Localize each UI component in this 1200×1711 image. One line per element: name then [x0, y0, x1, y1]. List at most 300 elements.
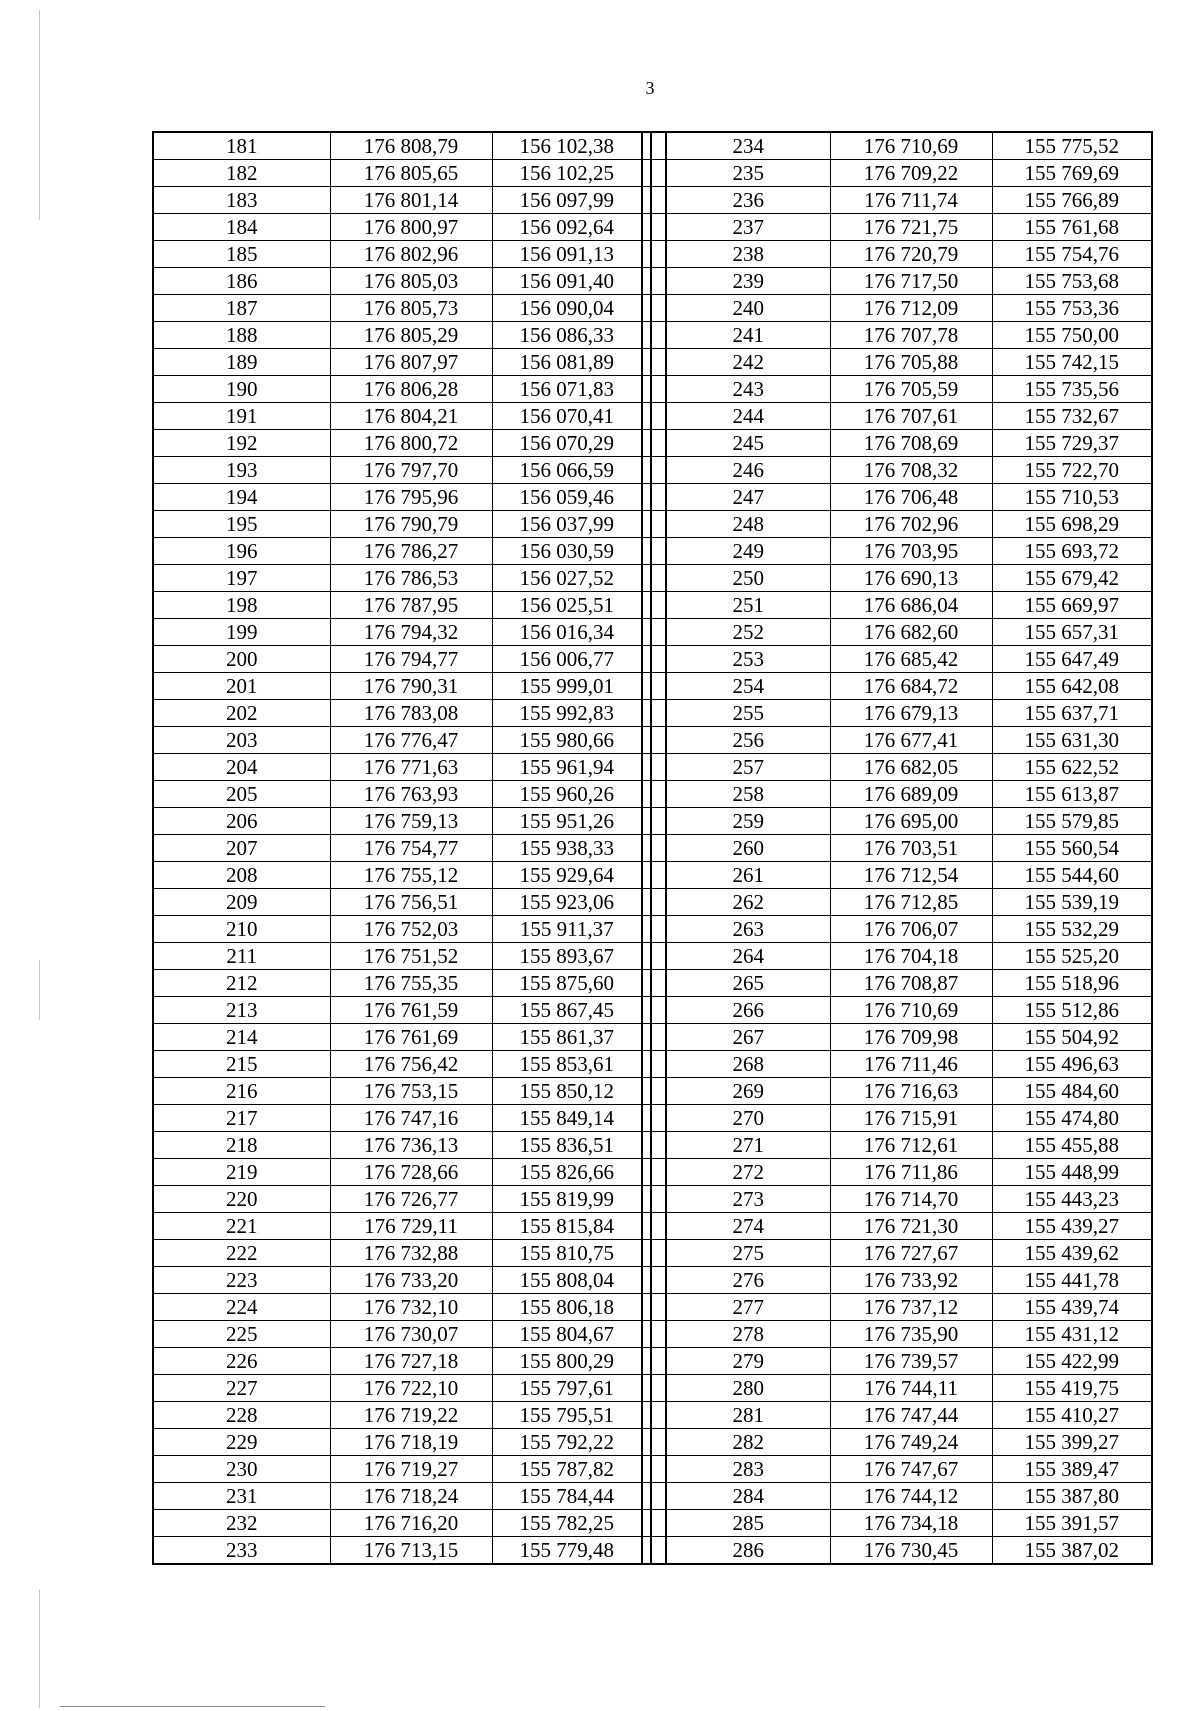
- point-number-cell: 243: [666, 376, 830, 403]
- column-separator: [642, 1159, 666, 1186]
- column-separator: [642, 862, 666, 889]
- point-number-cell: 240: [666, 295, 830, 322]
- y-coordinate-cell: 155 732,67: [992, 403, 1152, 430]
- table-row: [153, 241, 1152, 268]
- y-coordinate-cell: 155 787,82: [492, 1456, 642, 1483]
- y-coordinate-cell: 155 875,60: [492, 970, 642, 997]
- point-number-cell: 204: [153, 754, 330, 781]
- point-number-cell: 277: [666, 1294, 830, 1321]
- point-number-cell: 212: [153, 970, 330, 997]
- y-coordinate-cell: 155 775,52: [992, 132, 1152, 160]
- column-separator: [642, 1213, 666, 1240]
- x-coordinate-cell: 176 705,88: [830, 349, 992, 376]
- table-row: [153, 403, 1152, 430]
- table-row: [153, 322, 1152, 349]
- table-row: [153, 916, 1152, 943]
- table-row: [153, 781, 1152, 808]
- x-coordinate-cell: 176 708,87: [830, 970, 992, 997]
- table-row: [153, 1510, 1152, 1537]
- y-coordinate-cell: 155 797,61: [492, 1375, 642, 1402]
- y-coordinate-cell: 155 669,97: [992, 592, 1152, 619]
- point-number-cell: 267: [666, 1024, 830, 1051]
- column-separator: [642, 430, 666, 457]
- x-coordinate-cell: 176 709,22: [830, 160, 992, 187]
- table-row: [153, 511, 1152, 538]
- table-row: [153, 565, 1152, 592]
- column-separator: [642, 754, 666, 781]
- y-coordinate-cell: 155 980,66: [492, 727, 642, 754]
- point-number-cell: 244: [666, 403, 830, 430]
- x-coordinate-cell: 176 695,00: [830, 808, 992, 835]
- x-coordinate-cell: 176 704,18: [830, 943, 992, 970]
- y-coordinate-cell: 155 815,84: [492, 1213, 642, 1240]
- point-number-cell: 279: [666, 1348, 830, 1375]
- x-coordinate-cell: 176 732,10: [330, 1294, 492, 1321]
- table-row: [153, 295, 1152, 322]
- point-number-cell: 251: [666, 592, 830, 619]
- y-coordinate-cell: 155 579,85: [992, 808, 1152, 835]
- point-number-cell: 281: [666, 1402, 830, 1429]
- point-number-cell: 238: [666, 241, 830, 268]
- point-number-cell: 226: [153, 1348, 330, 1375]
- x-coordinate-cell: 176 708,69: [830, 430, 992, 457]
- point-number-cell: 230: [153, 1456, 330, 1483]
- x-coordinate-cell: 176 727,18: [330, 1348, 492, 1375]
- column-separator: [642, 1132, 666, 1159]
- y-coordinate-cell: 155 938,33: [492, 835, 642, 862]
- x-coordinate-cell: 176 690,13: [830, 565, 992, 592]
- point-number-cell: 184: [153, 214, 330, 241]
- column-separator: [642, 322, 666, 349]
- y-coordinate-cell: 155 804,67: [492, 1321, 642, 1348]
- x-coordinate-cell: 176 786,53: [330, 565, 492, 592]
- point-number-cell: 209: [153, 889, 330, 916]
- table-row: [153, 1078, 1152, 1105]
- table-row: [153, 132, 1152, 160]
- y-coordinate-cell: 155 766,89: [992, 187, 1152, 214]
- column-separator: [642, 295, 666, 322]
- table-row: [153, 214, 1152, 241]
- x-coordinate-cell: 176 677,41: [830, 727, 992, 754]
- y-coordinate-cell: 155 867,45: [492, 997, 642, 1024]
- column-separator: [642, 781, 666, 808]
- table-row: [153, 862, 1152, 889]
- column-separator: [642, 1510, 666, 1537]
- column-separator: [642, 1186, 666, 1213]
- y-coordinate-cell: 155 422,99: [992, 1348, 1152, 1375]
- point-number-cell: 271: [666, 1132, 830, 1159]
- y-coordinate-cell: 155 560,54: [992, 835, 1152, 862]
- y-coordinate-cell: 155 387,02: [992, 1537, 1152, 1565]
- point-number-cell: 237: [666, 214, 830, 241]
- point-number-cell: 266: [666, 997, 830, 1024]
- y-coordinate-cell: 155 779,48: [492, 1537, 642, 1565]
- point-number-cell: 210: [153, 916, 330, 943]
- y-coordinate-cell: 155 441,78: [992, 1267, 1152, 1294]
- x-coordinate-cell: 176 717,50: [830, 268, 992, 295]
- x-coordinate-cell: 176 730,45: [830, 1537, 992, 1565]
- x-coordinate-cell: 176 736,13: [330, 1132, 492, 1159]
- y-coordinate-cell: 155 647,49: [992, 646, 1152, 673]
- point-number-cell: 193: [153, 457, 330, 484]
- y-coordinate-cell: 155 808,04: [492, 1267, 642, 1294]
- point-number-cell: 269: [666, 1078, 830, 1105]
- point-number-cell: 198: [153, 592, 330, 619]
- x-coordinate-cell: 176 761,59: [330, 997, 492, 1024]
- x-coordinate-cell: 176 790,31: [330, 673, 492, 700]
- table-row: [153, 1159, 1152, 1186]
- point-number-cell: 224: [153, 1294, 330, 1321]
- point-number-cell: 208: [153, 862, 330, 889]
- y-coordinate-cell: 155 518,96: [992, 970, 1152, 997]
- column-separator: [642, 1456, 666, 1483]
- point-number-cell: 211: [153, 943, 330, 970]
- x-coordinate-cell: 176 714,70: [830, 1186, 992, 1213]
- y-coordinate-cell: 155 448,99: [992, 1159, 1152, 1186]
- column-separator: [642, 1240, 666, 1267]
- x-coordinate-cell: 176 747,16: [330, 1105, 492, 1132]
- point-number-cell: 246: [666, 457, 830, 484]
- point-number-cell: 188: [153, 322, 330, 349]
- x-coordinate-cell: 176 710,69: [830, 132, 992, 160]
- column-separator: [642, 1348, 666, 1375]
- x-coordinate-cell: 176 787,95: [330, 592, 492, 619]
- table-row: [153, 808, 1152, 835]
- x-coordinate-cell: 176 802,96: [330, 241, 492, 268]
- table-row: [153, 700, 1152, 727]
- x-coordinate-cell: 176 805,29: [330, 322, 492, 349]
- table-row: [153, 484, 1152, 511]
- x-coordinate-cell: 176 713,15: [330, 1537, 492, 1565]
- column-separator: [642, 943, 666, 970]
- x-coordinate-cell: 176 712,09: [830, 295, 992, 322]
- x-coordinate-cell: 176 705,59: [830, 376, 992, 403]
- table-row: [153, 1213, 1152, 1240]
- column-separator: [642, 646, 666, 673]
- point-number-cell: 218: [153, 1132, 330, 1159]
- y-coordinate-cell: 156 027,52: [492, 565, 642, 592]
- table-row: [153, 457, 1152, 484]
- point-number-cell: 222: [153, 1240, 330, 1267]
- point-number-cell: 181: [153, 132, 330, 160]
- point-number-cell: 260: [666, 835, 830, 862]
- y-coordinate-cell: 156 006,77: [492, 646, 642, 673]
- column-separator: [642, 511, 666, 538]
- x-coordinate-cell: 176 751,52: [330, 943, 492, 970]
- y-coordinate-cell: 156 059,46: [492, 484, 642, 511]
- point-number-cell: 262: [666, 889, 830, 916]
- point-number-cell: 235: [666, 160, 830, 187]
- point-number-cell: 239: [666, 268, 830, 295]
- point-number-cell: 258: [666, 781, 830, 808]
- point-number-cell: 195: [153, 511, 330, 538]
- point-number-cell: 259: [666, 808, 830, 835]
- x-coordinate-cell: 176 716,63: [830, 1078, 992, 1105]
- column-separator: [642, 403, 666, 430]
- table-row: [153, 1375, 1152, 1402]
- x-coordinate-cell: 176 715,91: [830, 1105, 992, 1132]
- x-coordinate-cell: 176 804,21: [330, 403, 492, 430]
- x-coordinate-cell: 176 706,48: [830, 484, 992, 511]
- point-number-cell: 192: [153, 430, 330, 457]
- x-coordinate-cell: 176 763,93: [330, 781, 492, 808]
- point-number-cell: 242: [666, 349, 830, 376]
- point-number-cell: 200: [153, 646, 330, 673]
- point-number-cell: 278: [666, 1321, 830, 1348]
- y-coordinate-cell: 155 850,12: [492, 1078, 642, 1105]
- page-number: 3: [645, 78, 655, 98]
- point-number-cell: 256: [666, 727, 830, 754]
- column-separator: [642, 970, 666, 997]
- y-coordinate-cell: 155 496,63: [992, 1051, 1152, 1078]
- column-separator: [642, 1483, 666, 1510]
- y-coordinate-cell: 155 637,71: [992, 700, 1152, 727]
- point-number-cell: 284: [666, 1483, 830, 1510]
- y-coordinate-cell: 155 992,83: [492, 700, 642, 727]
- point-number-cell: 229: [153, 1429, 330, 1456]
- point-number-cell: 201: [153, 673, 330, 700]
- column-separator: [642, 457, 666, 484]
- point-number-cell: 189: [153, 349, 330, 376]
- y-coordinate-cell: 155 795,51: [492, 1402, 642, 1429]
- point-number-cell: 199: [153, 619, 330, 646]
- table-row: [153, 997, 1152, 1024]
- x-coordinate-cell: 176 805,03: [330, 268, 492, 295]
- y-coordinate-cell: 155 504,92: [992, 1024, 1152, 1051]
- x-coordinate-cell: 176 756,51: [330, 889, 492, 916]
- y-coordinate-cell: 155 532,29: [992, 916, 1152, 943]
- x-coordinate-cell: 176 707,61: [830, 403, 992, 430]
- y-coordinate-cell: 155 961,94: [492, 754, 642, 781]
- column-separator: [642, 1375, 666, 1402]
- point-number-cell: 270: [666, 1105, 830, 1132]
- column-separator: [642, 376, 666, 403]
- point-number-cell: 233: [153, 1537, 330, 1565]
- point-number-cell: 257: [666, 754, 830, 781]
- point-number-cell: 275: [666, 1240, 830, 1267]
- point-number-cell: 280: [666, 1375, 830, 1402]
- y-coordinate-cell: 155 439,62: [992, 1240, 1152, 1267]
- point-number-cell: 274: [666, 1213, 830, 1240]
- column-separator: [642, 1321, 666, 1348]
- table-row: [153, 754, 1152, 781]
- x-coordinate-cell: 176 702,96: [830, 511, 992, 538]
- x-coordinate-cell: 176 689,09: [830, 781, 992, 808]
- column-separator: [642, 1105, 666, 1132]
- point-number-cell: 186: [153, 268, 330, 295]
- x-coordinate-cell: 176 730,07: [330, 1321, 492, 1348]
- table-row: [153, 835, 1152, 862]
- point-number-cell: 234: [666, 132, 830, 160]
- point-number-cell: 253: [666, 646, 830, 673]
- y-coordinate-cell: 155 387,80: [992, 1483, 1152, 1510]
- x-coordinate-cell: 176 800,72: [330, 430, 492, 457]
- table-row: [153, 1348, 1152, 1375]
- x-coordinate-cell: 176 737,12: [830, 1294, 992, 1321]
- x-coordinate-cell: 176 727,67: [830, 1240, 992, 1267]
- x-coordinate-cell: 176 794,77: [330, 646, 492, 673]
- y-coordinate-cell: 155 836,51: [492, 1132, 642, 1159]
- x-coordinate-cell: 176 716,20: [330, 1510, 492, 1537]
- y-coordinate-cell: 156 092,64: [492, 214, 642, 241]
- table-row: [153, 1240, 1152, 1267]
- x-coordinate-cell: 176 709,98: [830, 1024, 992, 1051]
- coordinates-table: [152, 131, 1153, 1565]
- y-coordinate-cell: 155 735,56: [992, 376, 1152, 403]
- x-coordinate-cell: 176 744,11: [830, 1375, 992, 1402]
- point-number-cell: 217: [153, 1105, 330, 1132]
- y-coordinate-cell: 155 710,53: [992, 484, 1152, 511]
- table-row: [153, 187, 1152, 214]
- point-number-cell: 232: [153, 1510, 330, 1537]
- column-separator: [642, 241, 666, 268]
- point-number-cell: 223: [153, 1267, 330, 1294]
- y-coordinate-cell: 156 097,99: [492, 187, 642, 214]
- point-number-cell: 187: [153, 295, 330, 322]
- y-coordinate-cell: 155 410,27: [992, 1402, 1152, 1429]
- y-coordinate-cell: 155 911,37: [492, 916, 642, 943]
- point-number-cell: 203: [153, 727, 330, 754]
- x-coordinate-cell: 176 755,35: [330, 970, 492, 997]
- column-separator: [642, 673, 666, 700]
- x-coordinate-cell: 176 718,19: [330, 1429, 492, 1456]
- column-separator: [642, 214, 666, 241]
- point-number-cell: 250: [666, 565, 830, 592]
- y-coordinate-cell: 155 806,18: [492, 1294, 642, 1321]
- y-coordinate-cell: 156 091,13: [492, 241, 642, 268]
- x-coordinate-cell: 176 703,51: [830, 835, 992, 862]
- point-number-cell: 202: [153, 700, 330, 727]
- point-number-cell: 241: [666, 322, 830, 349]
- point-number-cell: 216: [153, 1078, 330, 1105]
- x-coordinate-cell: 176 726,77: [330, 1186, 492, 1213]
- table-row: [153, 538, 1152, 565]
- point-number-cell: 196: [153, 538, 330, 565]
- point-number-cell: 276: [666, 1267, 830, 1294]
- y-coordinate-cell: 155 657,31: [992, 619, 1152, 646]
- point-number-cell: 225: [153, 1321, 330, 1348]
- x-coordinate-cell: 176 747,67: [830, 1456, 992, 1483]
- y-coordinate-cell: 155 431,12: [992, 1321, 1152, 1348]
- point-number-cell: 264: [666, 943, 830, 970]
- x-coordinate-cell: 176 753,15: [330, 1078, 492, 1105]
- point-number-cell: 236: [666, 187, 830, 214]
- table-row: [153, 1537, 1152, 1565]
- point-number-cell: 265: [666, 970, 830, 997]
- x-coordinate-cell: 176 733,92: [830, 1267, 992, 1294]
- y-coordinate-cell: 155 800,29: [492, 1348, 642, 1375]
- y-coordinate-cell: 155 753,68: [992, 268, 1152, 295]
- y-coordinate-cell: 155 893,67: [492, 943, 642, 970]
- table-row: [153, 1483, 1152, 1510]
- y-coordinate-cell: 155 849,14: [492, 1105, 642, 1132]
- table-row: [153, 727, 1152, 754]
- table-row: [153, 889, 1152, 916]
- y-coordinate-cell: 155 742,15: [992, 349, 1152, 376]
- x-coordinate-cell: 176 722,10: [330, 1375, 492, 1402]
- column-separator: [642, 187, 666, 214]
- table-row: [153, 619, 1152, 646]
- table-row: [153, 1456, 1152, 1483]
- x-coordinate-cell: 176 712,61: [830, 1132, 992, 1159]
- y-coordinate-cell: 155 439,27: [992, 1213, 1152, 1240]
- y-coordinate-cell: 155 792,22: [492, 1429, 642, 1456]
- point-number-cell: 286: [666, 1537, 830, 1565]
- column-separator: [642, 835, 666, 862]
- y-coordinate-cell: 155 782,25: [492, 1510, 642, 1537]
- x-coordinate-cell: 176 682,05: [830, 754, 992, 781]
- point-number-cell: 283: [666, 1456, 830, 1483]
- x-coordinate-cell: 176 733,20: [330, 1267, 492, 1294]
- x-coordinate-cell: 176 718,24: [330, 1483, 492, 1510]
- x-coordinate-cell: 176 735,90: [830, 1321, 992, 1348]
- point-number-cell: 261: [666, 862, 830, 889]
- x-coordinate-cell: 176 721,75: [830, 214, 992, 241]
- column-separator: [642, 160, 666, 187]
- x-coordinate-cell: 176 685,42: [830, 646, 992, 673]
- column-separator: [642, 916, 666, 943]
- x-coordinate-cell: 176 771,63: [330, 754, 492, 781]
- y-coordinate-cell: 155 960,26: [492, 781, 642, 808]
- column-separator: [642, 727, 666, 754]
- y-coordinate-cell: 156 030,59: [492, 538, 642, 565]
- y-coordinate-cell: 155 622,52: [992, 754, 1152, 781]
- column-separator: [642, 700, 666, 727]
- x-coordinate-cell: 176 747,44: [830, 1402, 992, 1429]
- x-coordinate-cell: 176 707,78: [830, 322, 992, 349]
- table-row: [153, 673, 1152, 700]
- y-coordinate-cell: 155 631,30: [992, 727, 1152, 754]
- y-coordinate-cell: 156 091,40: [492, 268, 642, 295]
- y-coordinate-cell: 156 025,51: [492, 592, 642, 619]
- point-number-cell: 205: [153, 781, 330, 808]
- y-coordinate-cell: 155 693,72: [992, 538, 1152, 565]
- point-number-cell: 273: [666, 1186, 830, 1213]
- table-row: [153, 1132, 1152, 1159]
- point-number-cell: 268: [666, 1051, 830, 1078]
- point-number-cell: 213: [153, 997, 330, 1024]
- table-row: [153, 160, 1152, 187]
- point-number-cell: 220: [153, 1186, 330, 1213]
- x-coordinate-cell: 176 806,28: [330, 376, 492, 403]
- x-coordinate-cell: 176 800,97: [330, 214, 492, 241]
- y-coordinate-cell: 155 923,06: [492, 889, 642, 916]
- x-coordinate-cell: 176 719,27: [330, 1456, 492, 1483]
- x-coordinate-cell: 176 755,12: [330, 862, 492, 889]
- point-number-cell: 191: [153, 403, 330, 430]
- table-row: [153, 430, 1152, 457]
- column-separator: [642, 1402, 666, 1429]
- y-coordinate-cell: 155 419,75: [992, 1375, 1152, 1402]
- column-separator: [642, 1051, 666, 1078]
- point-number-cell: 183: [153, 187, 330, 214]
- point-number-cell: 255: [666, 700, 830, 727]
- point-number-cell: 185: [153, 241, 330, 268]
- point-number-cell: 285: [666, 1510, 830, 1537]
- column-separator: [642, 565, 666, 592]
- table-row: [153, 646, 1152, 673]
- x-coordinate-cell: 176 732,88: [330, 1240, 492, 1267]
- x-coordinate-cell: 176 754,77: [330, 835, 492, 862]
- y-coordinate-cell: 155 455,88: [992, 1132, 1152, 1159]
- x-coordinate-cell: 176 734,18: [830, 1510, 992, 1537]
- x-coordinate-cell: 176 706,07: [830, 916, 992, 943]
- x-coordinate-cell: 176 795,96: [330, 484, 492, 511]
- table-row: [153, 376, 1152, 403]
- table-row: [153, 268, 1152, 295]
- column-separator: [642, 268, 666, 295]
- x-coordinate-cell: 176 801,14: [330, 187, 492, 214]
